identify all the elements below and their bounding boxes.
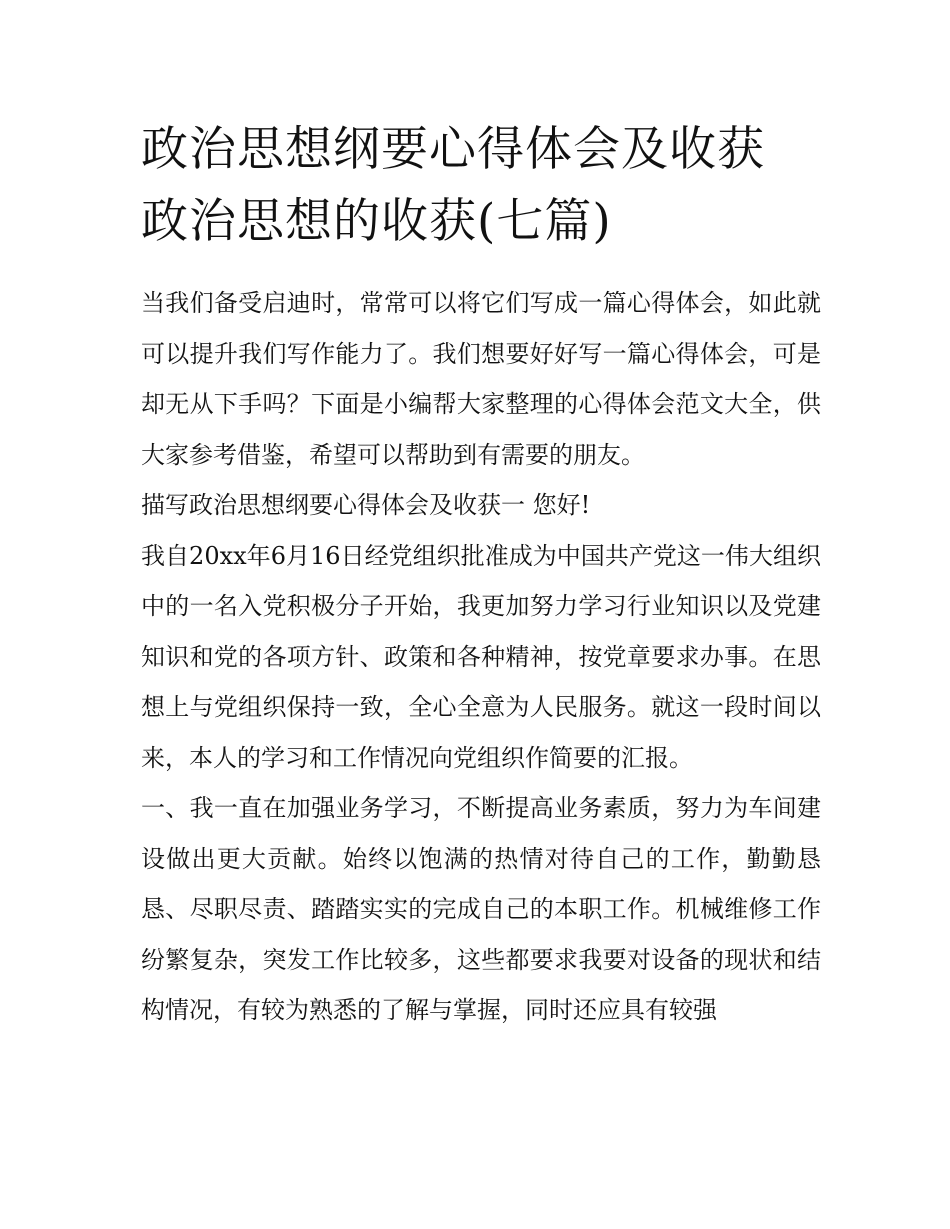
intro-paragraph: 当我们备受启迪时，常常可以将它们写成一篇心得体会，如此就可以提升我们写作能力了。我们想要好好写一篇心得体会，可是却无从下手吗？下面是小编帮大家整理的心得体会范文大全，供大家参考借鉴，希望可以帮助到有需要的朋友。 <box>141 289 821 469</box>
document-body <box>141 278 821 1036</box>
section-heading-paragraph: 描写政治思想纲要心得体会及收获一 您好! <box>141 491 591 519</box>
document-title <box>141 114 841 258</box>
report-paragraph: 我自20xx年6月16日经党组织批准成为中国共产党这一伟大组织中的一名入党积极分子开始，我更加努力学习行业知识以及党建知识和党的各项方针、政策和各种精神，按党章要求办事。在思想上与党组织保持一致，全心全意为人民服务。就这一段时间以来，本人的学习和工作情况向党组织作简要的汇报。 <box>141 541 821 772</box>
title-line-1: 政治思想纲要心得体会及收获 <box>141 122 765 177</box>
title-line-2: 政治思想的收获(七篇) <box>141 194 612 249</box>
work-paragraph: 一、我一直在加强业务学习，不断提高业务素质，努力为车间建设做出更大贡献。始终以饱满的热情对待自己的工作，勤勤恳恳、尽职尽责、踏踏实实的完成自己的本职工作。机械维修工作纷繁复杂，突发工作比较多，这些都要求我要对设备的现状和结构情况，有较为熟悉的了解与掌握，同时还应具有较强 <box>141 794 821 1024</box>
